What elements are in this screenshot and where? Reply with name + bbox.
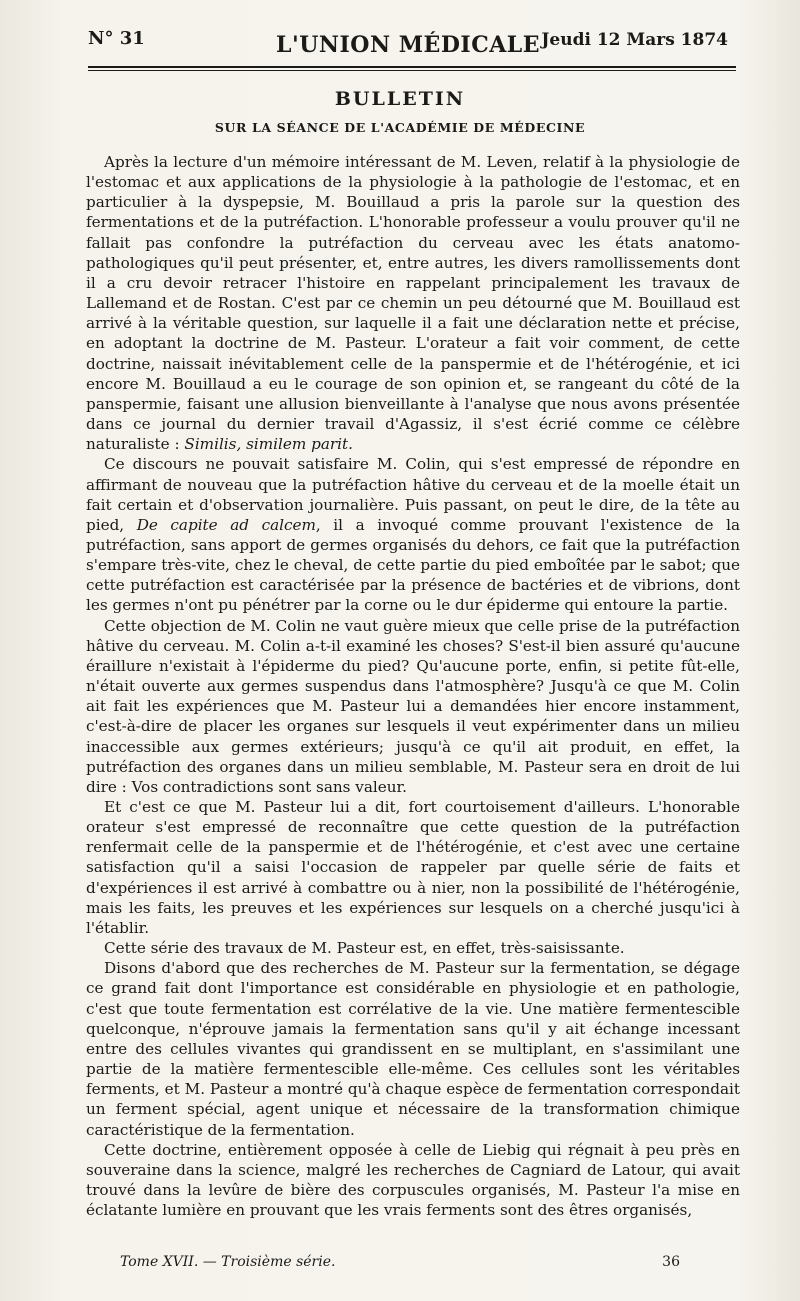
header-rule-thin [88,70,736,71]
volume-text: Tome XVII. — Troisième série. [120,1254,336,1270]
journal-title: L'UNION MÉDICALE [275,32,541,58]
paragraph [86,454,740,615]
issue-number: N° 31 [88,28,145,49]
paragraph-text: Cette doctrine, entièrement opposée à celle de Liebig qui régnait à peu près en souveraine dans la science, malgré les recherches de Cagniard de Latour, qui avait trouvé dans la levûre de bière des corpuscules organisés, M. Pasteur l'a mise en éclatante lumière en prouvant que les vrais ferments sont des êtres organisés, [86,1140,740,1220]
volume-line [120,1254,335,1270]
paragraph-text: Disons d'abord que des recherches de M. Pasteur sur la fermentation, se dégage ce grand fait dont l'importance est considérable en physiologie et en pathologie, c'est que toute fermentation est corrélative de la vie. Une matière fermentescible quelconque, n'éprouve jamais la fermentation sans qu'il y ait échange incessant entre des cellules vivantes qui grandissent en se multiplant, en s'assimilant une partie de la matière fermentescible elle-même. Ces cellules sont les véritables ferments, et M. Pasteur a montré qu'à chaque espèce de fermentation correspondait un ferment spécial, agent unique et nécessaire de la transformation chimique caractéristique de la fermentation. [86,959,740,1139]
paragraph-text: Ce discours ne pouvait satisfaire M. Colin, qui s'est empressé de répondre en affirmant de nouveau que la putréfaction hâtive du cerveau et de la moelle était un fait certain et d'observation journalière. Puis passant, on peut le dire, de la tête au pied, [86,455,740,534]
paragraph-text: Et c'est ce que M. Pasteur lui a dit, fort courtoisement d'ailleurs. L'honorable orateur s'est empressé de reconnaître que cette question de la putréfaction renfermait celle de la panspermie et de l'hétérogénie, et c'est avec une certaine satisfaction qu'il a saisi l'occasion de rappeler par quelle série de faits et d'expériences il est arrivé à combattre ou à nier, non la possibilité de l'hétérogénie, mais les faits, les preuves et les expériences sur lesquels on a cherché jusqu'ici à l'établir. [86,798,740,937]
paragraph-text: , il a invoqué comme prouvant l'existence de la putréfaction, sans apport de germes organisés du dehors, ce fait que la putréfaction s'empare très-vite, chez le cheval, de cette partie du pied emboîtée par le sabot; que cette putréfaction est caractérisée par la présence de bactéries et de vibrions, dont les germes n'ont pu pénétrer par la corne ou le dur épiderme qui entoure la partie. [86,515,740,615]
paragraph-text: Après la lecture d'un mémoire intéressant de M. Leven, relatif à la physiologie de l'estomac et aux applications de la physiologie à la pathologie de l'estomac, et en particulier à la dyspepsie, M. Bouillaud a pris la parole sur la question des fermentations et de la putréfaction. L'honorable professeur a voulu prouver qu'il ne fallait pas confondre la putréfaction du cerveau avec les états anatomo-pathologiques qu'il peut présenter, et, entre autres, les divers ramollissements dont il a cru devoir retracer l'histoire en rappelant principalement les travaux de Lallemand et de Rostan. C'est par ce chemin un peu détourné que M. Bouillaud est arrivé à la véritable question, sur laquelle il a fait une déclaration nette et précise, en adoptant la doctrine de M. Pasteur. L'orateur a fait voir comment, de cette doctrine, naissait inévitablement celle de la panspermie et de l'hétérogénie, et ici encore M. Bouillaud a eu le courage de son opinion et, se rangeant du côté de la panspermie, faisant une allusion bienveillante à l'analyse que nous avons présentée dans ce journal du dernier travail d'Agassiz, il s'est écrié comme ce célèbre naturaliste : [86,153,740,454]
issue-date: Jeudi 12 Mars 1874 [541,30,728,50]
paragraph [86,797,740,938]
header-rule [88,66,736,68]
paragraph [86,616,740,797]
page-footer [120,1254,680,1276]
paragraph-text: Cette série des travaux de M. Pasteur est, en effet, très-saisissante. [104,939,625,958]
article-body [86,152,740,1220]
italic-quote: De capite ad calcem [136,515,316,534]
section-subtitle: SUR LA SÉANCE DE L'ACADÉMIE DE MÉDECINE [214,120,586,135]
italic-quote: Similis, similem parit. [184,435,353,454]
paragraph [86,938,740,958]
paragraph-text: Cette objection de M. Colin ne vaut guère mieux que celle prise de la putréfaction hâtive du cerveau. M. Colin a-t-il examiné les choses? S'est-il bien assuré qu'aucune éraillure n'existait à l'épiderme du pied? Qu'aucune porte, enfin, si petite fût-elle, n'était ouverte aux germes suspendus dans l'atmosphère? Jusqu'à ce que M. Colin ait fait les expériences que M. Pasteur lui a demandées hier encore instamment, c'est-à-dire de placer les organes sur lesquels il veut expérimenter dans un milieu inaccessible aux germes extérieurs; jusqu'à ce qu'il ait produit, en effet, la putréfaction des organes dans un milieu semblable, M. Pasteur sera en droit de lui dire : Vos contradictions sont sans valeur. [86,616,740,796]
paragraph [86,1140,740,1221]
section-title: BULLETIN [334,88,466,110]
paragraph [86,958,740,1139]
page-number: 36 [662,1254,680,1270]
paragraph [86,152,740,454]
page-header [88,22,728,62]
